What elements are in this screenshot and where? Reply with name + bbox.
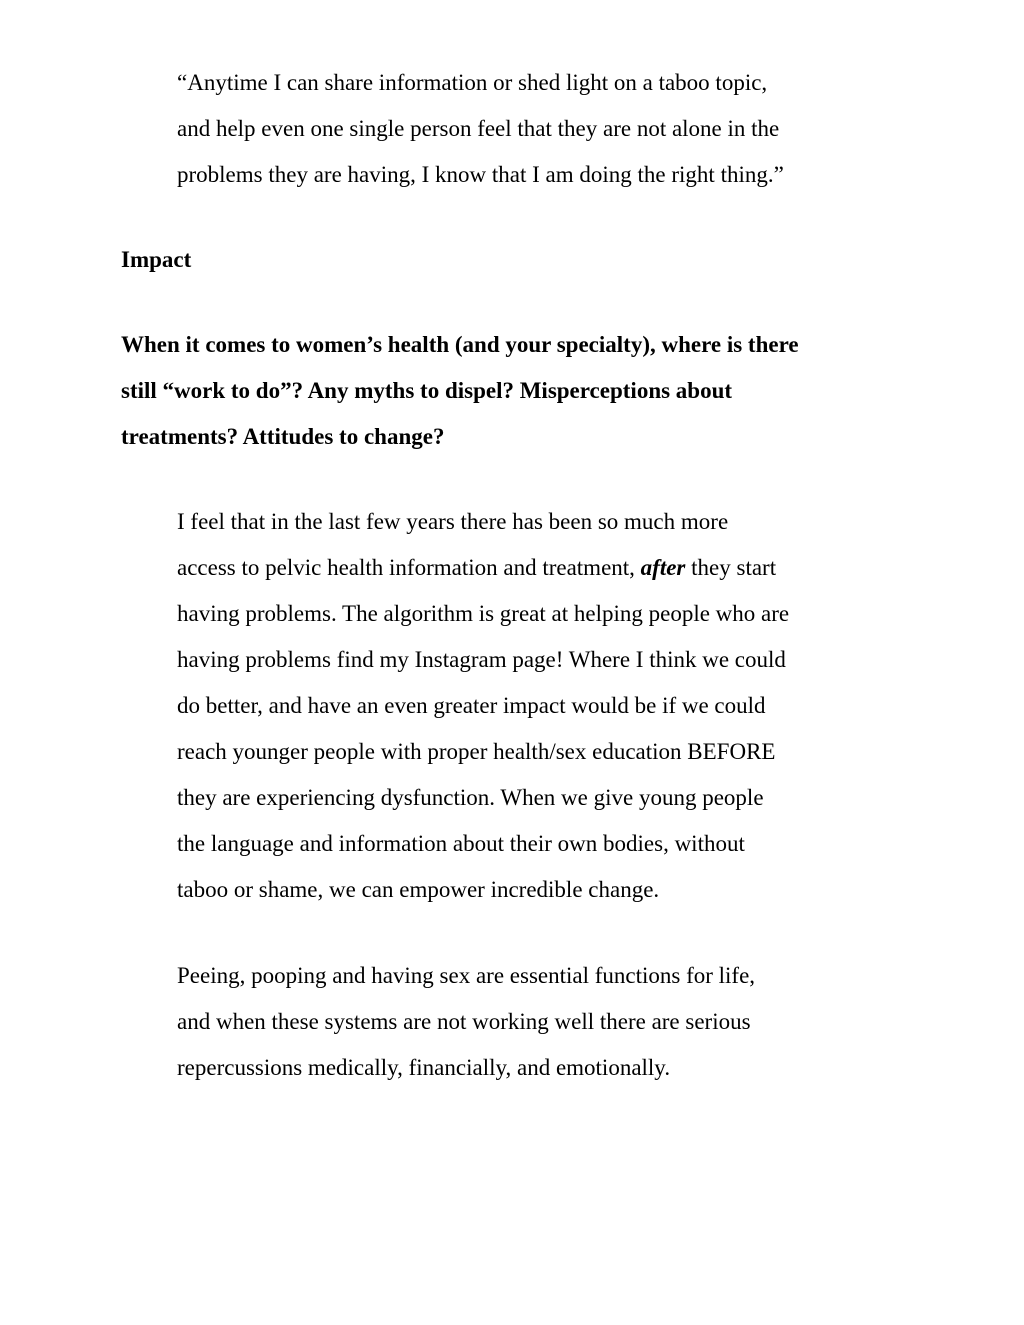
answer-line: the language and information about their own bodies, without — [177, 831, 745, 856]
answer-line: reach younger people with proper health/sex education BEFORE — [177, 739, 776, 764]
answer-line: they are experiencing dysfunction. When we give young people — [177, 785, 764, 810]
interview-question — [121, 322, 881, 460]
section-heading-text: Impact — [121, 247, 192, 272]
quote-line: “Anytime I can share information or shed light on a taboo topic, — [177, 70, 768, 95]
answer-line: repercussions medically, financially, and emotionally. — [177, 1055, 671, 1080]
question-line: still “work to do”? Any myths to dispel? Misperceptions about — [121, 378, 733, 403]
answer-line: I feel that in the last few years there has been so much more — [177, 509, 729, 534]
answer-line: do better, and have an even greater impact would be if we could — [177, 693, 766, 718]
answer-line: Peeing, pooping and having sex are essential functions for life, — [177, 963, 756, 988]
answer-paragraph-2 — [177, 953, 877, 1091]
answer-line — [177, 545, 877, 591]
answer-line: having problems. The algorithm is great at helping people who are — [177, 601, 790, 626]
answer-line: and when these systems are not working well there are serious — [177, 1009, 751, 1034]
answer-text: access to pelvic health information and treatment, — [177, 555, 641, 580]
answer-text: they start — [685, 555, 777, 580]
question-line: treatments? Attitudes to change? — [121, 424, 445, 449]
quote-line: and help even one single person feel that they are not alone in the — [177, 116, 780, 141]
answer-paragraph-1 — [177, 499, 877, 913]
answer-line: having problems find my Instagram page! Where I think we could — [177, 647, 786, 672]
quote-paragraph — [177, 60, 877, 198]
emphasized-word: after — [640, 555, 686, 580]
answer-line: taboo or shame, we can empower incredible change. — [177, 877, 660, 902]
question-line: When it comes to women’s health (and your specialty), where is there — [121, 332, 799, 357]
quote-line: problems they are having, I know that I am doing the right thing.” — [177, 162, 784, 187]
section-heading-impact — [121, 237, 881, 283]
